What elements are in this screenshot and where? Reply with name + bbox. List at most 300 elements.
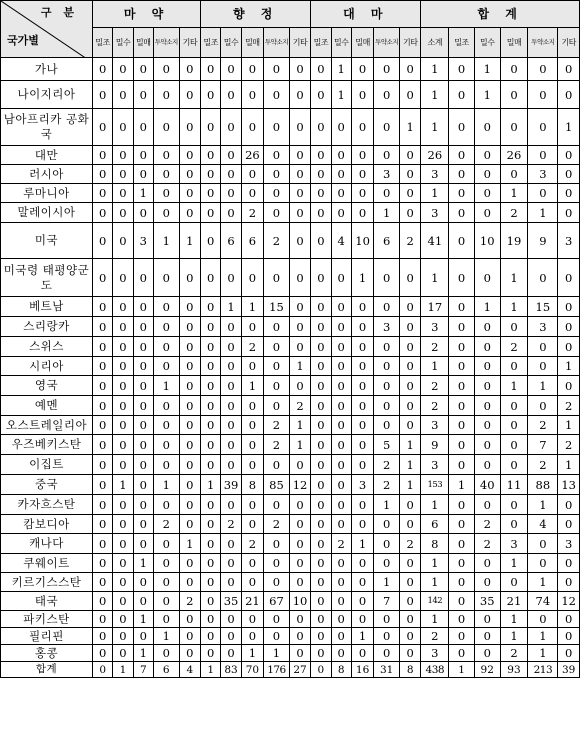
table-row xyxy=(1,357,580,376)
value-cell: 1 xyxy=(558,109,580,146)
value-cell: 1 xyxy=(133,184,153,203)
value-cell: 0 xyxy=(351,455,373,475)
value-cell: 0 xyxy=(153,357,179,376)
value-cell: 0 xyxy=(113,495,133,515)
value-cell: 0 xyxy=(374,416,400,435)
value-cell: 0 xyxy=(264,337,290,357)
value-cell: 0 xyxy=(153,259,179,297)
country-cell: 합계 xyxy=(1,662,93,678)
value-cell: 0 xyxy=(399,645,420,662)
value-cell: 2 xyxy=(474,534,500,554)
value-cell: 35 xyxy=(221,592,241,611)
table-row xyxy=(1,337,580,357)
value-cell: 0 xyxy=(153,81,179,109)
value-cell: 0 xyxy=(289,259,310,297)
value-cell: 93 xyxy=(500,662,528,678)
value-cell: 1 xyxy=(421,554,449,573)
country-cell: 말레이시아 xyxy=(1,203,93,223)
value-cell: 2 xyxy=(528,455,558,475)
value-cell: 0 xyxy=(93,81,113,109)
value-cell: 17 xyxy=(421,297,449,317)
table-row xyxy=(1,628,580,645)
value-cell: 0 xyxy=(153,435,179,455)
value-cell: 1 xyxy=(500,259,528,297)
value-cell: 0 xyxy=(474,455,500,475)
value-cell: 0 xyxy=(93,628,113,645)
value-cell: 0 xyxy=(179,455,200,475)
value-cell: 0 xyxy=(449,259,475,297)
value-cell: 0 xyxy=(500,317,528,337)
value-cell: 0 xyxy=(558,81,580,109)
value-cell: 0 xyxy=(500,435,528,455)
value-cell: 2 xyxy=(374,455,400,475)
value-cell: 2 xyxy=(289,396,310,416)
value-cell: 0 xyxy=(221,184,241,203)
value-cell: 0 xyxy=(474,109,500,146)
value-cell: 0 xyxy=(311,628,331,645)
value-cell: 0 xyxy=(241,58,263,81)
value-cell: 0 xyxy=(93,203,113,223)
value-cell: 0 xyxy=(528,259,558,297)
value-cell: 3 xyxy=(421,416,449,435)
value-cell: 0 xyxy=(558,645,580,662)
value-cell: 0 xyxy=(399,146,420,165)
value-cell: 0 xyxy=(264,184,290,203)
value-cell: 0 xyxy=(289,455,310,475)
value-cell: 0 xyxy=(241,515,263,534)
value-cell: 0 xyxy=(133,515,153,534)
value-cell: 1 xyxy=(528,376,558,396)
value-cell: 0 xyxy=(153,554,179,573)
value-cell: 1 xyxy=(153,475,179,495)
value-cell: 0 xyxy=(528,396,558,416)
value-cell: 1 xyxy=(500,628,528,645)
value-cell: 0 xyxy=(351,515,373,534)
value-cell: 9 xyxy=(528,223,558,259)
table-row xyxy=(1,58,580,81)
value-cell: 0 xyxy=(221,611,241,628)
value-cell: 0 xyxy=(331,628,351,645)
value-cell: 0 xyxy=(241,317,263,337)
value-cell: 2 xyxy=(399,223,420,259)
value-cell: 0 xyxy=(153,203,179,223)
value-cell: 0 xyxy=(558,58,580,81)
value-cell: 0 xyxy=(399,628,420,645)
value-cell: 0 xyxy=(133,337,153,357)
value-cell: 0 xyxy=(153,573,179,592)
value-cell: 0 xyxy=(374,554,400,573)
value-cell: 0 xyxy=(399,554,420,573)
value-cell: 6 xyxy=(153,662,179,678)
value-cell: 0 xyxy=(374,297,400,317)
value-cell: 0 xyxy=(221,58,241,81)
value-cell: 0 xyxy=(449,554,475,573)
value-cell: 0 xyxy=(528,58,558,81)
value-cell: 1 xyxy=(399,109,420,146)
value-cell: 1 xyxy=(500,611,528,628)
table-row xyxy=(1,611,580,628)
value-cell: 39 xyxy=(221,475,241,495)
value-cell: 0 xyxy=(113,645,133,662)
value-cell: 10 xyxy=(351,223,373,259)
value-cell: 0 xyxy=(201,455,221,475)
value-cell: 0 xyxy=(311,592,331,611)
value-cell: 153 xyxy=(421,475,449,495)
value-cell: 0 xyxy=(311,357,331,376)
value-cell: 0 xyxy=(311,662,331,678)
sub-header-cell: 밀조 xyxy=(311,28,331,58)
value-cell: 21 xyxy=(241,592,263,611)
value-cell: 0 xyxy=(113,317,133,337)
value-cell: 74 xyxy=(528,592,558,611)
value-cell: 1 xyxy=(421,81,449,109)
value-cell: 0 xyxy=(351,146,373,165)
sub-header-cell: 밀수 xyxy=(113,28,133,58)
value-cell: 15 xyxy=(264,297,290,317)
value-cell: 0 xyxy=(201,645,221,662)
value-cell: 0 xyxy=(311,416,331,435)
value-cell: 0 xyxy=(558,573,580,592)
value-cell: 0 xyxy=(311,317,331,337)
value-cell: 6 xyxy=(241,223,263,259)
value-cell: 0 xyxy=(133,146,153,165)
value-cell: 1 xyxy=(241,297,263,317)
country-cell: 스리랑카 xyxy=(1,317,93,337)
value-cell: 0 xyxy=(351,573,373,592)
value-cell: 1 xyxy=(528,645,558,662)
value-cell: 15 xyxy=(528,297,558,317)
value-cell: 2 xyxy=(500,203,528,223)
value-cell: 0 xyxy=(331,515,351,534)
value-cell: 0 xyxy=(221,337,241,357)
value-cell: 6 xyxy=(221,223,241,259)
country-cell: 대만 xyxy=(1,146,93,165)
value-cell: 0 xyxy=(449,297,475,317)
value-cell: 0 xyxy=(449,534,475,554)
country-cell: 시리아 xyxy=(1,357,93,376)
value-cell: 0 xyxy=(558,515,580,534)
table-row xyxy=(1,165,580,184)
value-cell: 0 xyxy=(500,58,528,81)
value-cell: 0 xyxy=(93,416,113,435)
value-cell: 31 xyxy=(374,662,400,678)
value-cell: 0 xyxy=(133,203,153,223)
value-cell: 0 xyxy=(374,628,400,645)
value-cell: 0 xyxy=(331,376,351,396)
value-cell: 0 xyxy=(113,165,133,184)
table-row xyxy=(1,475,580,495)
value-cell: 0 xyxy=(351,109,373,146)
value-cell: 0 xyxy=(133,58,153,81)
value-cell: 0 xyxy=(474,554,500,573)
value-cell: 0 xyxy=(241,611,263,628)
value-cell: 0 xyxy=(311,223,331,259)
group-header-total: 합 계 xyxy=(421,1,580,28)
table-row xyxy=(1,259,580,297)
value-cell: 0 xyxy=(179,337,200,357)
value-cell: 1 xyxy=(474,81,500,109)
value-cell: 0 xyxy=(113,109,133,146)
value-cell: 0 xyxy=(500,109,528,146)
value-cell: 0 xyxy=(399,165,420,184)
value-cell: 0 xyxy=(221,376,241,396)
value-cell: 0 xyxy=(289,203,310,223)
value-cell: 1 xyxy=(289,435,310,455)
value-cell: 1 xyxy=(500,554,528,573)
value-cell: 0 xyxy=(351,297,373,317)
value-cell: 0 xyxy=(241,495,263,515)
country-cell: 미국령 태평양군도 xyxy=(1,259,93,297)
value-cell: 0 xyxy=(351,165,373,184)
table-row xyxy=(1,495,580,515)
value-cell: 0 xyxy=(113,297,133,317)
value-cell: 0 xyxy=(201,573,221,592)
value-cell: 0 xyxy=(311,146,331,165)
value-cell: 0 xyxy=(500,573,528,592)
value-cell: 13 xyxy=(558,475,580,495)
value-cell: 0 xyxy=(311,396,331,416)
value-cell: 0 xyxy=(133,259,153,297)
value-cell: 0 xyxy=(449,495,475,515)
value-cell: 0 xyxy=(289,628,310,645)
value-cell: 0 xyxy=(179,203,200,223)
value-cell: 0 xyxy=(351,495,373,515)
value-cell: 0 xyxy=(221,165,241,184)
table-row xyxy=(1,515,580,534)
value-cell: 0 xyxy=(93,611,113,628)
value-cell: 0 xyxy=(528,357,558,376)
value-cell: 0 xyxy=(449,165,475,184)
value-cell: 1 xyxy=(421,109,449,146)
value-cell: 0 xyxy=(93,396,113,416)
value-cell: 3 xyxy=(421,203,449,223)
value-cell: 0 xyxy=(500,357,528,376)
value-cell: 0 xyxy=(241,396,263,416)
value-cell: 0 xyxy=(331,455,351,475)
value-cell: 2 xyxy=(331,534,351,554)
value-cell: 0 xyxy=(133,81,153,109)
value-cell: 0 xyxy=(449,376,475,396)
value-cell: 0 xyxy=(528,184,558,203)
value-cell: 0 xyxy=(399,297,420,317)
value-cell: 6 xyxy=(421,515,449,534)
value-cell: 0 xyxy=(93,337,113,357)
country-cell: 태국 xyxy=(1,592,93,611)
table-row xyxy=(1,81,580,109)
value-cell: 4 xyxy=(528,515,558,534)
value-cell: 0 xyxy=(399,184,420,203)
value-cell: 8 xyxy=(331,662,351,678)
group-header-narcotics: 마 약 xyxy=(93,1,201,28)
value-cell: 0 xyxy=(331,203,351,223)
value-cell: 1 xyxy=(421,184,449,203)
value-cell: 0 xyxy=(374,259,400,297)
value-cell: 0 xyxy=(264,455,290,475)
country-cell: 나이지리아 xyxy=(1,81,93,109)
value-cell: 26 xyxy=(421,146,449,165)
value-cell: 0 xyxy=(311,109,331,146)
value-cell: 2 xyxy=(500,645,528,662)
country-cell: 스위스 xyxy=(1,337,93,357)
value-cell: 0 xyxy=(311,435,331,455)
value-cell: 35 xyxy=(474,592,500,611)
value-cell: 0 xyxy=(113,416,133,435)
value-cell: 0 xyxy=(153,592,179,611)
value-cell: 1 xyxy=(421,495,449,515)
value-cell: 0 xyxy=(289,81,310,109)
value-cell: 0 xyxy=(311,495,331,515)
value-cell: 0 xyxy=(351,184,373,203)
value-cell: 0 xyxy=(113,223,133,259)
value-cell: 1 xyxy=(421,611,449,628)
value-cell: 0 xyxy=(449,573,475,592)
value-cell: 0 xyxy=(153,317,179,337)
value-cell: 1 xyxy=(179,223,200,259)
value-cell: 1 xyxy=(351,534,373,554)
value-cell: 88 xyxy=(528,475,558,495)
country-cell: 홍콩 xyxy=(1,645,93,662)
value-cell: 0 xyxy=(221,357,241,376)
value-cell: 0 xyxy=(113,592,133,611)
value-cell: 1 xyxy=(421,357,449,376)
value-cell: 0 xyxy=(241,435,263,455)
value-cell: 0 xyxy=(331,573,351,592)
value-cell: 0 xyxy=(133,495,153,515)
value-cell: 0 xyxy=(449,184,475,203)
value-cell: 0 xyxy=(93,645,113,662)
value-cell: 0 xyxy=(351,554,373,573)
value-cell: 0 xyxy=(241,416,263,435)
value-cell: 0 xyxy=(399,203,420,223)
value-cell: 0 xyxy=(399,573,420,592)
value-cell: 0 xyxy=(264,628,290,645)
value-cell: 0 xyxy=(331,396,351,416)
value-cell: 0 xyxy=(93,58,113,81)
value-cell: 0 xyxy=(474,628,500,645)
value-cell: 0 xyxy=(221,628,241,645)
value-cell: 0 xyxy=(528,534,558,554)
value-cell: 0 xyxy=(331,317,351,337)
corner-bottom-label: 국가별 xyxy=(7,34,39,47)
value-cell: 92 xyxy=(474,662,500,678)
value-cell: 0 xyxy=(449,203,475,223)
value-cell: 0 xyxy=(113,203,133,223)
value-cell: 0 xyxy=(311,645,331,662)
value-cell: 0 xyxy=(113,435,133,455)
value-cell: 0 xyxy=(113,337,133,357)
value-cell: 0 xyxy=(264,357,290,376)
value-cell: 2 xyxy=(241,534,263,554)
value-cell: 0 xyxy=(500,455,528,475)
value-cell: 0 xyxy=(179,475,200,495)
value-cell: 0 xyxy=(201,203,221,223)
value-cell: 1 xyxy=(528,573,558,592)
value-cell: 0 xyxy=(221,259,241,297)
value-cell: 0 xyxy=(264,81,290,109)
value-cell: 0 xyxy=(113,81,133,109)
value-cell: 3 xyxy=(133,223,153,259)
value-cell: 1 xyxy=(331,58,351,81)
value-cell: 0 xyxy=(558,259,580,297)
value-cell: 0 xyxy=(93,297,113,317)
value-cell: 0 xyxy=(221,534,241,554)
value-cell: 0 xyxy=(133,165,153,184)
value-cell: 0 xyxy=(179,297,200,317)
value-cell: 0 xyxy=(474,317,500,337)
value-cell: 2 xyxy=(421,337,449,357)
value-cell: 0 xyxy=(264,317,290,337)
value-cell: 2 xyxy=(264,515,290,534)
value-cell: 0 xyxy=(449,109,475,146)
value-cell: 0 xyxy=(374,534,400,554)
value-cell: 0 xyxy=(153,645,179,662)
value-cell: 1 xyxy=(474,58,500,81)
value-cell: 0 xyxy=(311,58,331,81)
country-cell: 남아프리카 공화국 xyxy=(1,109,93,146)
sub-header-cell: 밀매 xyxy=(241,28,263,58)
value-cell: 0 xyxy=(93,259,113,297)
country-cell: 키르기스스탄 xyxy=(1,573,93,592)
value-cell: 0 xyxy=(264,58,290,81)
corner-header-cell xyxy=(1,1,93,58)
value-cell: 0 xyxy=(113,573,133,592)
value-cell: 0 xyxy=(221,146,241,165)
value-cell: 0 xyxy=(153,611,179,628)
value-cell: 0 xyxy=(351,396,373,416)
value-cell: 0 xyxy=(351,81,373,109)
value-cell: 1 xyxy=(399,475,420,495)
value-cell: 0 xyxy=(113,376,133,396)
value-cell: 4 xyxy=(179,662,200,678)
value-cell: 0 xyxy=(179,495,200,515)
value-cell: 0 xyxy=(374,515,400,534)
sub-header-cell: 밀조 xyxy=(201,28,221,58)
value-cell: 0 xyxy=(201,223,221,259)
value-cell: 1 xyxy=(558,416,580,435)
value-cell: 0 xyxy=(474,146,500,165)
value-cell: 0 xyxy=(528,337,558,357)
group-header-cannabis: 대 마 xyxy=(311,1,421,28)
value-cell: 0 xyxy=(93,146,113,165)
value-cell: 0 xyxy=(289,611,310,628)
value-cell: 0 xyxy=(449,645,475,662)
value-cell: 0 xyxy=(113,357,133,376)
value-cell: 0 xyxy=(528,611,558,628)
value-cell: 2 xyxy=(399,534,420,554)
value-cell: 3 xyxy=(528,317,558,337)
value-cell: 0 xyxy=(179,357,200,376)
value-cell: 1 xyxy=(374,573,400,592)
value-cell: 0 xyxy=(311,554,331,573)
value-cell: 7 xyxy=(374,592,400,611)
value-cell: 0 xyxy=(241,184,263,203)
value-cell: 4 xyxy=(331,223,351,259)
country-cell: 영국 xyxy=(1,376,93,396)
value-cell: 0 xyxy=(399,81,420,109)
value-cell: 0 xyxy=(201,184,221,203)
value-cell: 0 xyxy=(201,416,221,435)
value-cell: 0 xyxy=(113,554,133,573)
value-cell: 0 xyxy=(351,203,373,223)
value-cell: 27 xyxy=(289,662,310,678)
value-cell: 0 xyxy=(351,58,373,81)
value-cell: 0 xyxy=(93,554,113,573)
value-cell: 0 xyxy=(399,259,420,297)
value-cell: 0 xyxy=(331,109,351,146)
value-cell: 1 xyxy=(133,611,153,628)
value-cell: 0 xyxy=(241,259,263,297)
table-row xyxy=(1,534,580,554)
